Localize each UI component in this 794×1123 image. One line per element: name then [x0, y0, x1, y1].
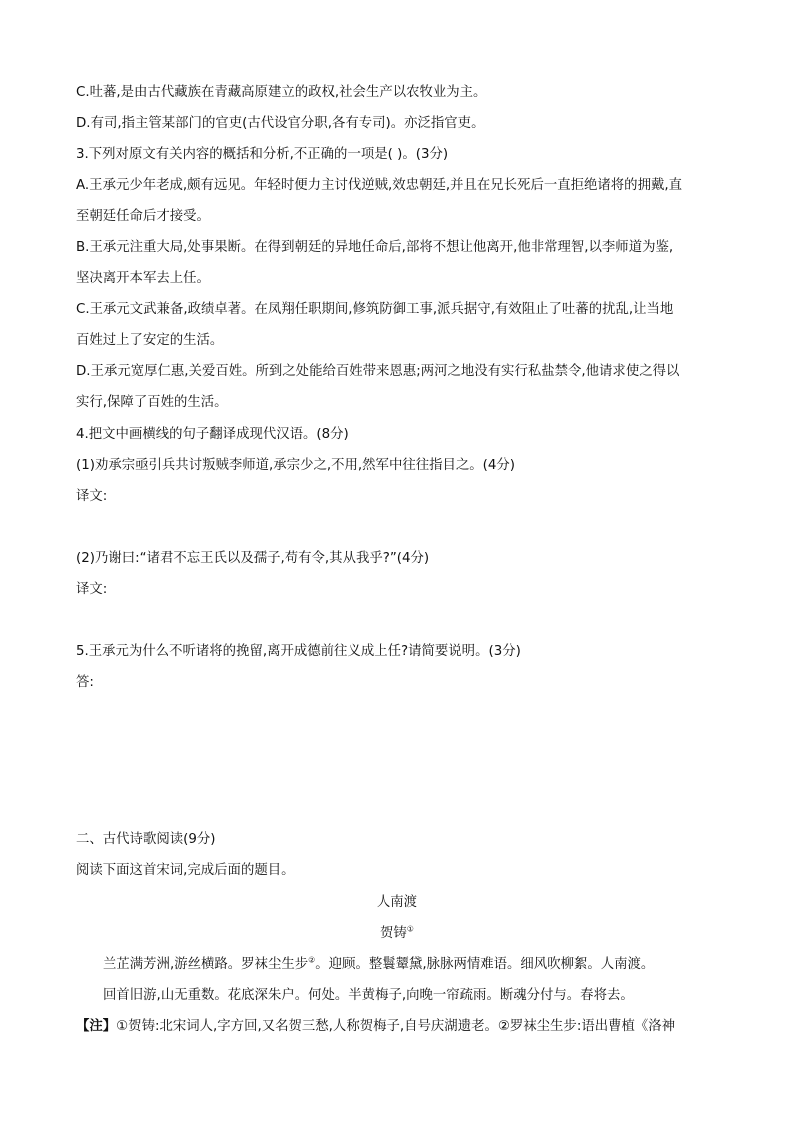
- poem-author: [0, 924, 794, 944]
- poem-title: 人南渡: [376, 895, 418, 910]
- q3-option-b-line1: B.王承元注重大局,处事果断。在得到朝廷的异地任命后,部将不想让他离开,他非常理智,以李师道为鉴,: [76, 240, 674, 255]
- q5-answer-label: 答:: [76, 675, 94, 690]
- section-instruction: 阅读下面这首宋词,完成后面的题目。: [76, 863, 295, 878]
- q3-option-a-line2: 至朝廷任命后才接受。: [76, 209, 210, 224]
- q4-stem: 4.把文中画横线的句子翻译成现代汉语。(8分): [76, 427, 349, 442]
- q3-stem: 3.下列对原文有关内容的概括和分析,不正确的一项是( )。(3分): [76, 147, 449, 162]
- q4-translation-label-2: 译文:: [76, 582, 108, 597]
- poet-note-mark: ①: [406, 924, 414, 934]
- verse-note-mark: ②: [308, 955, 316, 965]
- q3-option-a-line1: A.王承元少年老成,颇有远见。年轻时便力主讨伐逆贼,效忠朝廷,并且在兄长死后一直拒绝诸将的拥戴,直: [76, 178, 683, 193]
- annotation-label: 【注】: [76, 1019, 117, 1034]
- verse-1-part-a: 兰芷满芳洲,游丝横路。罗袜尘生步: [103, 957, 309, 972]
- section-heading: 二、古代诗歌阅读(9分): [76, 832, 216, 847]
- q4-sentence-2: (2)乃谢曰:“诸君不忘王氏以及孺子,苟有令,其从我乎?”(4分): [76, 551, 430, 566]
- verse-line-2: 回首旧游,山无重数。花底深朱户。何处。半黄梅子,向晚一帘疏雨。断魂分付与。春将去。: [103, 988, 634, 1003]
- verse-line-1: [103, 955, 749, 975]
- q3-option-c-line2: 百姓过上了安定的生活。: [76, 333, 224, 348]
- q3-option-b-line2: 坚决离开本军去上任。: [76, 271, 210, 286]
- q2-option-d: D.有司,指主管某部门的官吏(古代设官分职,各有专司)。亦泛指官吏。: [76, 116, 485, 131]
- q4-translation-label-1: 译文:: [76, 489, 108, 504]
- poet-name: 贺铸: [380, 926, 407, 941]
- q3-option-c-line1: C.王承元文武兼备,政绩卓著。在凤翔任职期间,修筑防御工事,派兵据守,有效阻止了吐蕃的扰乱,让当地: [76, 302, 674, 317]
- q2-option-c: C.吐蕃,是由古代藏族在青藏高原建立的政权,社会生产以农牧业为主。: [76, 85, 487, 100]
- annotation-text: ①贺铸:北宋词人,字方回,又名贺三愁,人称贺梅子,自号庆湖遗老。②罗袜尘生步:语出曹植《洛神: [116, 1019, 676, 1034]
- q3-option-d-line2: 实行,保障了百姓的生活。: [76, 395, 228, 410]
- q5-stem: 5.王承元为什么不听诸将的挽留,离开成德前往义成上任?请简要说明。(3分): [76, 644, 521, 659]
- annotation-line: [76, 1017, 722, 1037]
- q4-sentence-1: (1)劝承宗亟引兵共讨叛贼李师道,承宗少之,不用,然军中往往指目之。(4分): [76, 458, 516, 473]
- verse-1-part-b: 。迎顾。整鬟颦黛,脉脉两情难语。细风吹柳絮。人南渡。: [315, 957, 655, 972]
- q3-option-d-line1: D.王承元宽厚仁惠,关爱百姓。所到之处能给百姓带来恩惠;两河之地没有实行私盐禁令,他请求使之得以: [76, 364, 680, 379]
